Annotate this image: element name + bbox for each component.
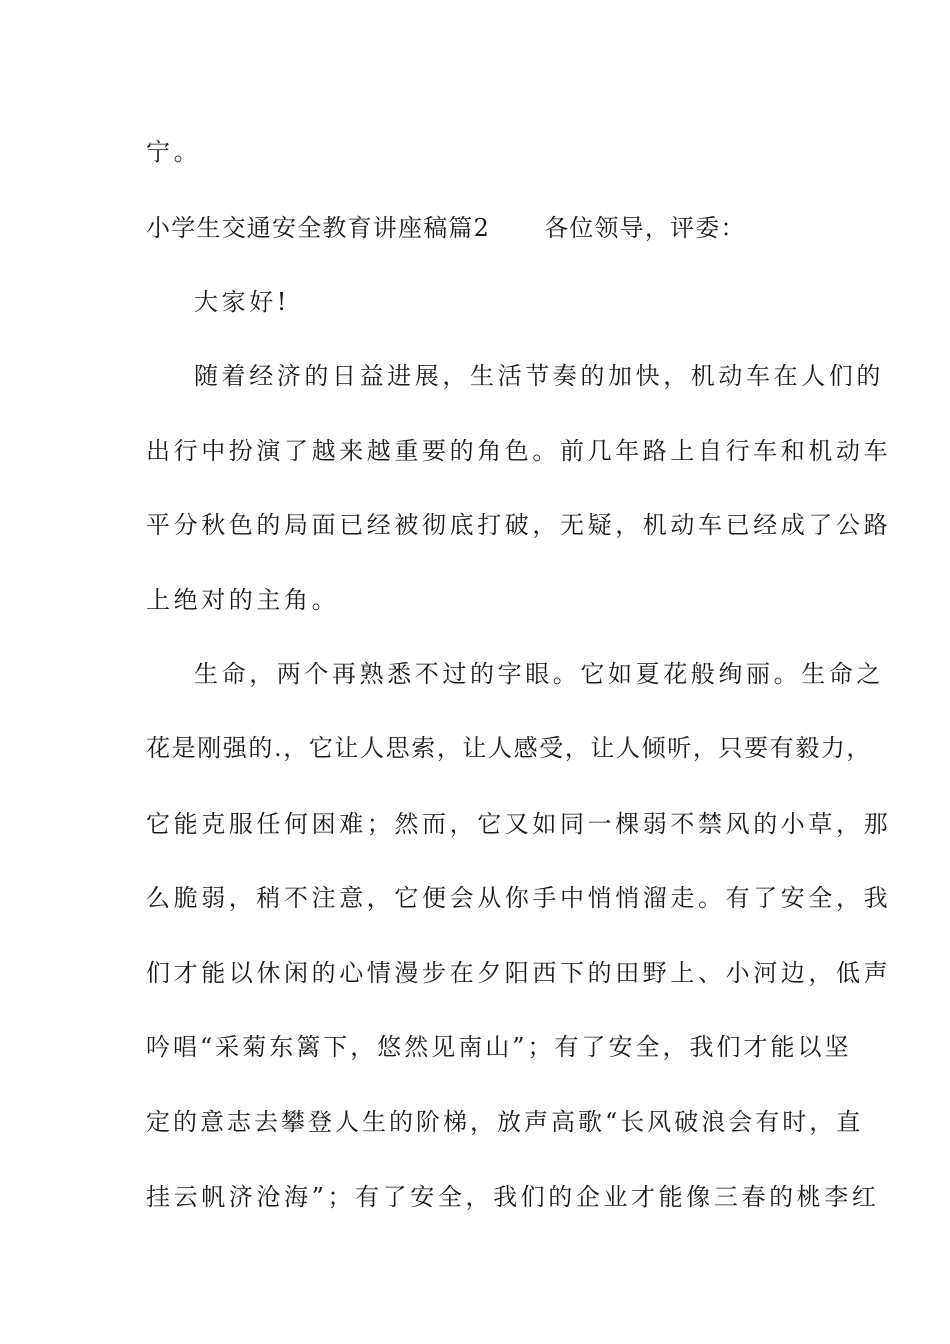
paragraph-2-line: 挂云帆济沧海”；有了安全，我们的企业才能像三春的桃李红 xyxy=(146,1183,880,1211)
paragraph-2-line: 生命，两个再熟悉不过的字眼。它如夏花般绚丽。生命之 xyxy=(194,660,884,688)
heading-line xyxy=(146,212,826,244)
paragraph-1-line: 上绝对的主角。 xyxy=(146,586,340,614)
salutation: 各位领导，评委： xyxy=(544,214,746,242)
section-title: 小学生交通安全教育讲座稿篇2 xyxy=(146,214,491,242)
paragraph-2-line: 们才能以休闲的心情漫步在夕阳西下的田野上、小河边，低声 xyxy=(146,959,892,987)
paragraph-2-line: 么脆弱，稍不注意，它便会从你手中悄悄溜走。有了安全，我 xyxy=(146,884,892,912)
paragraph-2-line: 花是刚强的.，它让人思索，让人感受，让人倾听，只要有毅力， xyxy=(146,734,873,762)
paragraph-1-line: 出行中扮演了越来越重要的角色。前几年路上自行车和机动车 xyxy=(146,437,892,465)
paragraph-1-line: 随着经济的日益进展，生活节奏的加快，机动车在人们的 xyxy=(194,362,884,390)
paragraph-2-line: 吟唱“采菊东篱下，悠然见南山”；有了安全，我们才能以坚 xyxy=(146,1033,852,1061)
paragraph-2-line: 定的意志去攀登人生的阶梯，放声高歌“长风破浪会有时，直 xyxy=(146,1108,864,1136)
paragraph-2-line: 它能克服任何困难；然而，它又如同一棵弱不禁风的小草，那 xyxy=(146,810,892,838)
text-line: 宁。 xyxy=(146,138,202,166)
greeting: 大家好! xyxy=(194,288,291,316)
paragraph-1-line: 平分秋色的局面已经被彻底打破，无疑，机动车已经成了公路 xyxy=(146,511,892,539)
